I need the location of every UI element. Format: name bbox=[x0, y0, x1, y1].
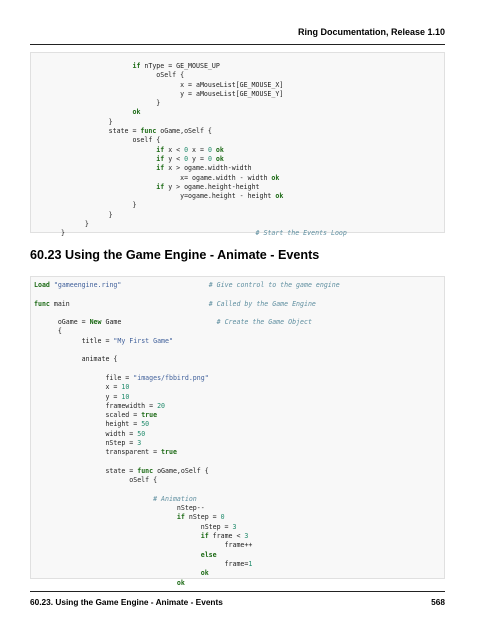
code-line bbox=[34, 579, 185, 587]
code-text: oGame,oSelf { bbox=[153, 466, 209, 475]
code-string: "My First Game" bbox=[113, 336, 173, 345]
code-line bbox=[34, 551, 217, 559]
code-line bbox=[34, 439, 141, 447]
code-line bbox=[61, 81, 283, 89]
code-line bbox=[34, 560, 252, 568]
code-text: x = bbox=[188, 145, 208, 154]
code-keyword: if bbox=[156, 164, 165, 173]
code-line bbox=[34, 374, 209, 382]
code-text: oself { bbox=[61, 136, 161, 145]
code-keyword: else bbox=[200, 550, 217, 559]
code-line bbox=[61, 220, 89, 228]
code-number: 3 bbox=[244, 532, 249, 541]
code-comment: # Animation bbox=[153, 494, 197, 503]
code-line bbox=[34, 402, 165, 410]
code-line bbox=[61, 155, 224, 163]
code-line bbox=[61, 90, 283, 98]
footer-divider bbox=[30, 591, 445, 592]
code-keyword: ok bbox=[271, 173, 280, 182]
code-keyword: if bbox=[156, 154, 165, 163]
code-line bbox=[61, 211, 113, 219]
code-line bbox=[34, 513, 225, 521]
code-block-animate bbox=[30, 276, 445, 587]
code-line bbox=[61, 183, 260, 191]
page-number: 568 bbox=[431, 597, 445, 607]
code-comment: # Give control to the game engine bbox=[208, 281, 340, 289]
code-text: framewidth = bbox=[34, 401, 158, 410]
code-text: oSelf { bbox=[34, 476, 158, 485]
code-number: 0 bbox=[207, 145, 212, 154]
code-keyword: func bbox=[34, 299, 50, 308]
code-keyword: ok bbox=[132, 108, 141, 117]
code-text: x = aMouseList[GE_MOUSE_X] bbox=[61, 80, 284, 89]
code-text bbox=[61, 164, 156, 172]
code-text: scaled = bbox=[34, 411, 142, 420]
code-text bbox=[61, 146, 156, 154]
code-number: 1 bbox=[248, 559, 253, 568]
code-text: oGame = bbox=[34, 318, 90, 327]
footer-section-label: 60.23. Using the Game Engine - Animate - Events bbox=[30, 597, 223, 607]
code-line bbox=[61, 71, 184, 79]
code-line bbox=[34, 300, 316, 308]
code-text: y > ogame.height-height bbox=[164, 182, 260, 191]
code-text bbox=[34, 579, 177, 587]
code-text: oSelf { bbox=[61, 71, 185, 80]
code-keyword: true bbox=[141, 411, 158, 420]
code-line bbox=[61, 164, 252, 172]
code-text bbox=[121, 318, 216, 326]
code-text: y < bbox=[164, 154, 185, 163]
code-number: 50 bbox=[141, 420, 150, 429]
code-number: 10 bbox=[121, 383, 130, 392]
code-line bbox=[34, 355, 117, 363]
code-text: width = bbox=[34, 429, 138, 438]
code-line bbox=[34, 569, 209, 577]
code-text: } bbox=[61, 201, 137, 210]
code-keyword: if bbox=[132, 62, 141, 70]
code-text: transparent = bbox=[34, 448, 162, 457]
code-keyword: ok bbox=[176, 578, 185, 587]
code-text: x > ogame.width-width bbox=[164, 164, 252, 173]
code-line bbox=[61, 146, 224, 154]
code-number: 50 bbox=[137, 429, 146, 438]
code-keyword: ok bbox=[215, 154, 224, 163]
code-line bbox=[34, 495, 197, 503]
code-line bbox=[61, 192, 283, 200]
code-text bbox=[121, 281, 208, 289]
code-text: } bbox=[61, 117, 113, 126]
code-text: state = bbox=[61, 127, 141, 136]
code-string: "images/fbbird.png" bbox=[133, 373, 209, 382]
code-text: nStep = bbox=[34, 522, 233, 531]
code-text: nStep-- bbox=[34, 504, 205, 513]
code-text: nStep = bbox=[34, 439, 138, 448]
code-text: frame < bbox=[208, 532, 245, 541]
code-line bbox=[34, 504, 205, 512]
code-text bbox=[61, 183, 156, 191]
code-line bbox=[61, 229, 347, 237]
code-keyword: Load bbox=[34, 281, 50, 289]
section-heading: 60.23 Using the Game Engine - Animate - Events bbox=[30, 248, 320, 262]
code-text: height = bbox=[34, 420, 142, 429]
code-number: 0 bbox=[207, 154, 212, 163]
code-line bbox=[34, 532, 248, 540]
code-text: y = bbox=[188, 154, 208, 163]
code-line bbox=[61, 118, 113, 126]
code-text: Game bbox=[101, 318, 122, 327]
code-keyword: func bbox=[140, 127, 157, 136]
code-text bbox=[70, 300, 209, 308]
code-line bbox=[34, 337, 173, 345]
code-text: { bbox=[34, 327, 62, 336]
code-text: frame++ bbox=[34, 541, 253, 550]
code-keyword: func bbox=[137, 466, 154, 475]
code-keyword: New bbox=[89, 318, 102, 327]
code-line bbox=[34, 420, 149, 428]
code-comment: # Start the Events Loop bbox=[255, 229, 347, 238]
code-line bbox=[34, 383, 129, 391]
code-block-events-text bbox=[31, 53, 444, 239]
code-text: y=ogame.height - height bbox=[61, 192, 276, 201]
code-text bbox=[34, 513, 177, 521]
code-line bbox=[61, 201, 136, 209]
code-line bbox=[34, 411, 157, 419]
code-line bbox=[61, 136, 160, 144]
code-text: } bbox=[61, 229, 65, 238]
code-line bbox=[61, 62, 220, 70]
code-keyword: if bbox=[156, 145, 165, 154]
code-keyword: if bbox=[176, 513, 185, 522]
code-number: 3 bbox=[232, 522, 237, 531]
code-text bbox=[61, 155, 156, 163]
code-line bbox=[61, 108, 140, 116]
code-text: nStep = bbox=[184, 513, 221, 522]
code-string: "gameengine.ring" bbox=[53, 281, 122, 289]
running-header: Ring Documentation, Release 1.10 bbox=[297, 27, 445, 37]
code-line bbox=[34, 541, 252, 549]
code-line bbox=[34, 476, 157, 484]
code-line bbox=[61, 99, 160, 107]
code-number: 0 bbox=[220, 513, 225, 522]
code-text: x < bbox=[164, 145, 185, 154]
code-comment: # Create the Game Object bbox=[216, 318, 312, 327]
code-line bbox=[34, 467, 209, 475]
code-line bbox=[61, 127, 212, 135]
code-line bbox=[34, 393, 129, 401]
code-number: 0 bbox=[184, 154, 189, 163]
code-text: state = bbox=[34, 466, 138, 475]
code-number: 10 bbox=[121, 392, 130, 401]
code-text: } bbox=[61, 220, 89, 229]
code-text: animate { bbox=[34, 355, 118, 364]
code-number: 20 bbox=[157, 401, 166, 410]
code-text: nType = GE_MOUSE_UP bbox=[140, 62, 220, 70]
code-text: } bbox=[61, 210, 113, 219]
code-text: file = bbox=[34, 373, 134, 382]
code-keyword: ok bbox=[215, 145, 224, 154]
header-divider bbox=[30, 44, 445, 45]
code-line bbox=[34, 523, 236, 531]
code-text: title = bbox=[34, 336, 114, 345]
code-text: y = bbox=[34, 392, 122, 401]
code-keyword: ok bbox=[275, 192, 284, 201]
code-keyword: if bbox=[200, 532, 209, 541]
code-text bbox=[34, 532, 201, 540]
code-line bbox=[34, 318, 312, 326]
code-line bbox=[34, 281, 340, 289]
code-line bbox=[61, 174, 279, 182]
code-block-animate-text bbox=[31, 277, 444, 588]
code-number: 3 bbox=[137, 439, 142, 448]
code-line bbox=[34, 448, 177, 456]
code-text: y = aMouseList[GE_MOUSE_Y] bbox=[61, 89, 284, 98]
code-block-events bbox=[30, 52, 445, 238]
code-text bbox=[34, 495, 153, 503]
code-line bbox=[34, 327, 62, 335]
code-text: } bbox=[61, 99, 161, 108]
code-text bbox=[61, 62, 132, 70]
code-keyword: if bbox=[156, 182, 165, 191]
code-text bbox=[34, 551, 201, 559]
code-text: x = bbox=[34, 383, 122, 392]
code-text: main bbox=[49, 299, 70, 308]
code-number: 0 bbox=[184, 145, 189, 154]
code-comment: # Called by the Game Engine bbox=[208, 299, 316, 308]
code-text: oGame,oSelf { bbox=[156, 127, 212, 136]
code-text: frame= bbox=[34, 559, 249, 568]
code-keyword: ok bbox=[200, 569, 209, 578]
code-line bbox=[34, 430, 145, 438]
code-text: x= ogame.width - width bbox=[61, 173, 272, 182]
code-text bbox=[65, 229, 256, 237]
code-text bbox=[61, 108, 132, 116]
code-keyword: true bbox=[161, 448, 177, 457]
code-text bbox=[34, 569, 201, 577]
